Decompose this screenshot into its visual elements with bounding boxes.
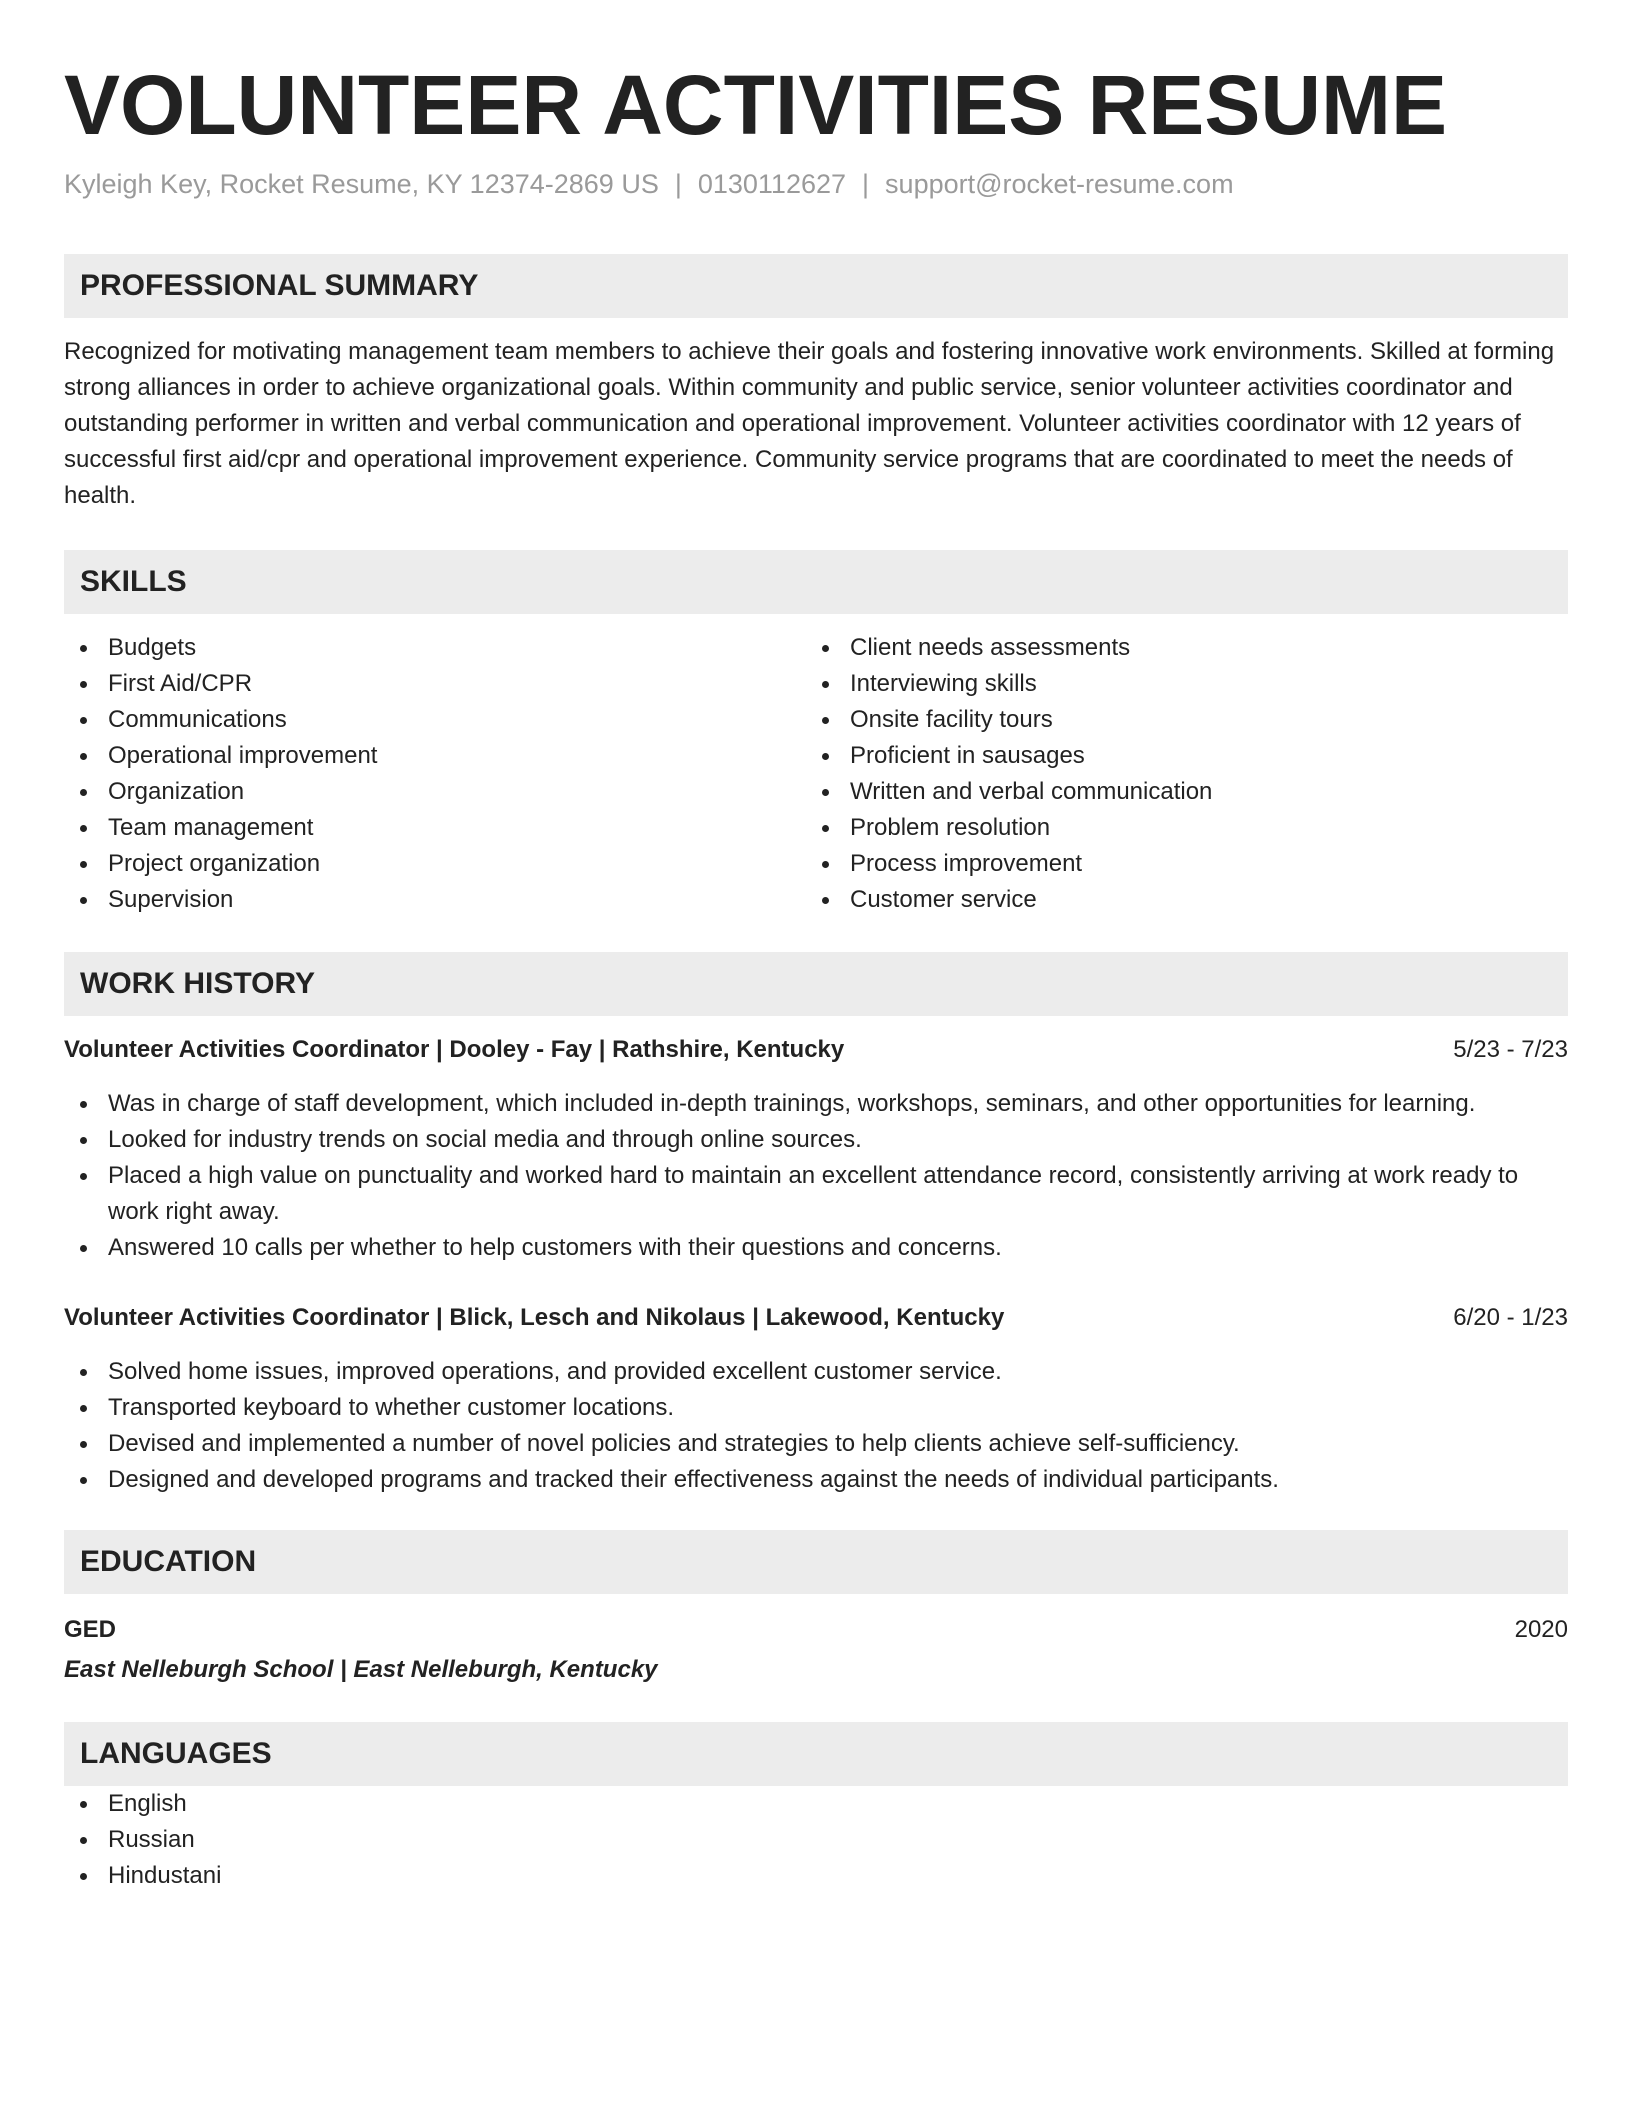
job-dates: 5/23 - 7/23: [1453, 1036, 1568, 1063]
job-bullet: Designed and developed programs and tracked their effectiveness against the needs of individual participants.: [64, 1462, 1568, 1498]
skill-item: Organization: [64, 774, 806, 810]
job-bullet: Devised and implemented a number of novel policies and strategies to help clients achieve self-sufficiency.: [64, 1426, 1568, 1462]
contact-email[interactable]: support@rocket-resume.com: [885, 169, 1234, 199]
job-bullet: Answered 10 calls per whether to help customers with their questions and concerns.: [64, 1230, 1568, 1266]
job-header: [64, 1300, 1568, 1336]
job-bullet: Placed a high value on punctuality and worked hard to maintain an excellent attendance record, consistently arriving at work ready to work right away.: [64, 1158, 1568, 1230]
contact-phone: 0130112627: [697, 169, 847, 199]
job-title: Volunteer Activities Coordinator | Dooley - Fay | Rathshire, Kentucky: [64, 1036, 845, 1063]
job-entry: [64, 1032, 1568, 1266]
skill-item: Written and verbal communication: [806, 774, 1568, 810]
contact-address: Kyleigh Key, Rocket Resume, KY 12374-2869 US: [64, 169, 659, 199]
skill-item: Project organization: [64, 846, 806, 882]
skill-item: Operational improvement: [64, 738, 806, 774]
skill-item: Problem resolution: [806, 810, 1568, 846]
language-item: Hindustani: [64, 1858, 1568, 1894]
skills-list: [64, 630, 1568, 918]
skill-item: Onsite facility tours: [806, 702, 1568, 738]
skill-item: Process improvement: [806, 846, 1568, 882]
education-header: [64, 1612, 1568, 1648]
section-header-languages: LANGUAGES: [64, 1722, 1568, 1786]
job-bullets: [64, 1086, 1568, 1266]
skill-item: Team management: [64, 810, 806, 846]
job-title: Volunteer Activities Coordinator | Blick, Lesch and Nikolaus | Lakewood, Kentucky: [64, 1304, 1005, 1331]
skill-item: Interviewing skills: [806, 666, 1568, 702]
contact-line: [64, 166, 1568, 202]
education-degree: GED: [64, 1616, 117, 1643]
skill-item: Budgets: [64, 630, 806, 666]
skill-item: Customer service: [806, 882, 1568, 918]
section-header-skills: SKILLS: [64, 550, 1568, 614]
skills-column-right: [806, 630, 1568, 918]
skill-item: Communications: [64, 702, 806, 738]
job-bullet: Transported keyboard to whether customer locations.: [64, 1390, 1568, 1426]
education-year: 2020: [1514, 1616, 1568, 1643]
skills-column-left: [64, 630, 806, 918]
language-item: English: [64, 1786, 1568, 1822]
job-bullets: [64, 1354, 1568, 1498]
section-header-education: EDUCATION: [64, 1530, 1568, 1594]
education-school: East Nelleburgh School | East Nelleburgh, Kentucky: [64, 1656, 658, 1683]
contact-separator: |: [674, 169, 682, 199]
job-bullet: Was in charge of staff development, which included in-depth trainings, workshops, seminars, and other opportunities for learning.: [64, 1086, 1568, 1122]
skill-item: Supervision: [64, 882, 806, 918]
job-bullet: Looked for industry trends on social media and through online sources.: [64, 1122, 1568, 1158]
job-dates: 6/20 - 1/23: [1453, 1304, 1568, 1331]
skill-item: Proficient in sausages: [806, 738, 1568, 774]
skill-item: First Aid/CPR: [64, 666, 806, 702]
section-header-summary: PROFESSIONAL SUMMARY: [64, 254, 1568, 318]
skill-item: Client needs assessments: [806, 630, 1568, 666]
language-item: Russian: [64, 1822, 1568, 1858]
languages-list: [64, 1786, 1568, 1894]
resume-page: [64, 56, 1568, 1894]
contact-separator: |: [862, 169, 870, 199]
summary-text: Recognized for motivating management team members to achieve their goals and fostering innovative work environments. Skilled at forming strong alliances in order to achieve organizational goals. Within community and public service, senior volunteer activities coordinator and outstanding performer in written and verbal communication and operational improvement. Volunteer activities coordinator with 12 years of successful first aid/cpr and operational improvement experience. Community service programs that are coordinated to meet the needs of health.: [64, 338, 1555, 509]
job-header: [64, 1032, 1568, 1068]
section-header-work-history: WORK HISTORY: [64, 952, 1568, 1016]
resume-title: VOLUNTEER ACTIVITIES RESUME: [64, 58, 1448, 152]
job-bullet: Solved home issues, improved operations, and provided excellent customer service.: [64, 1354, 1568, 1390]
job-entry: [64, 1300, 1568, 1498]
